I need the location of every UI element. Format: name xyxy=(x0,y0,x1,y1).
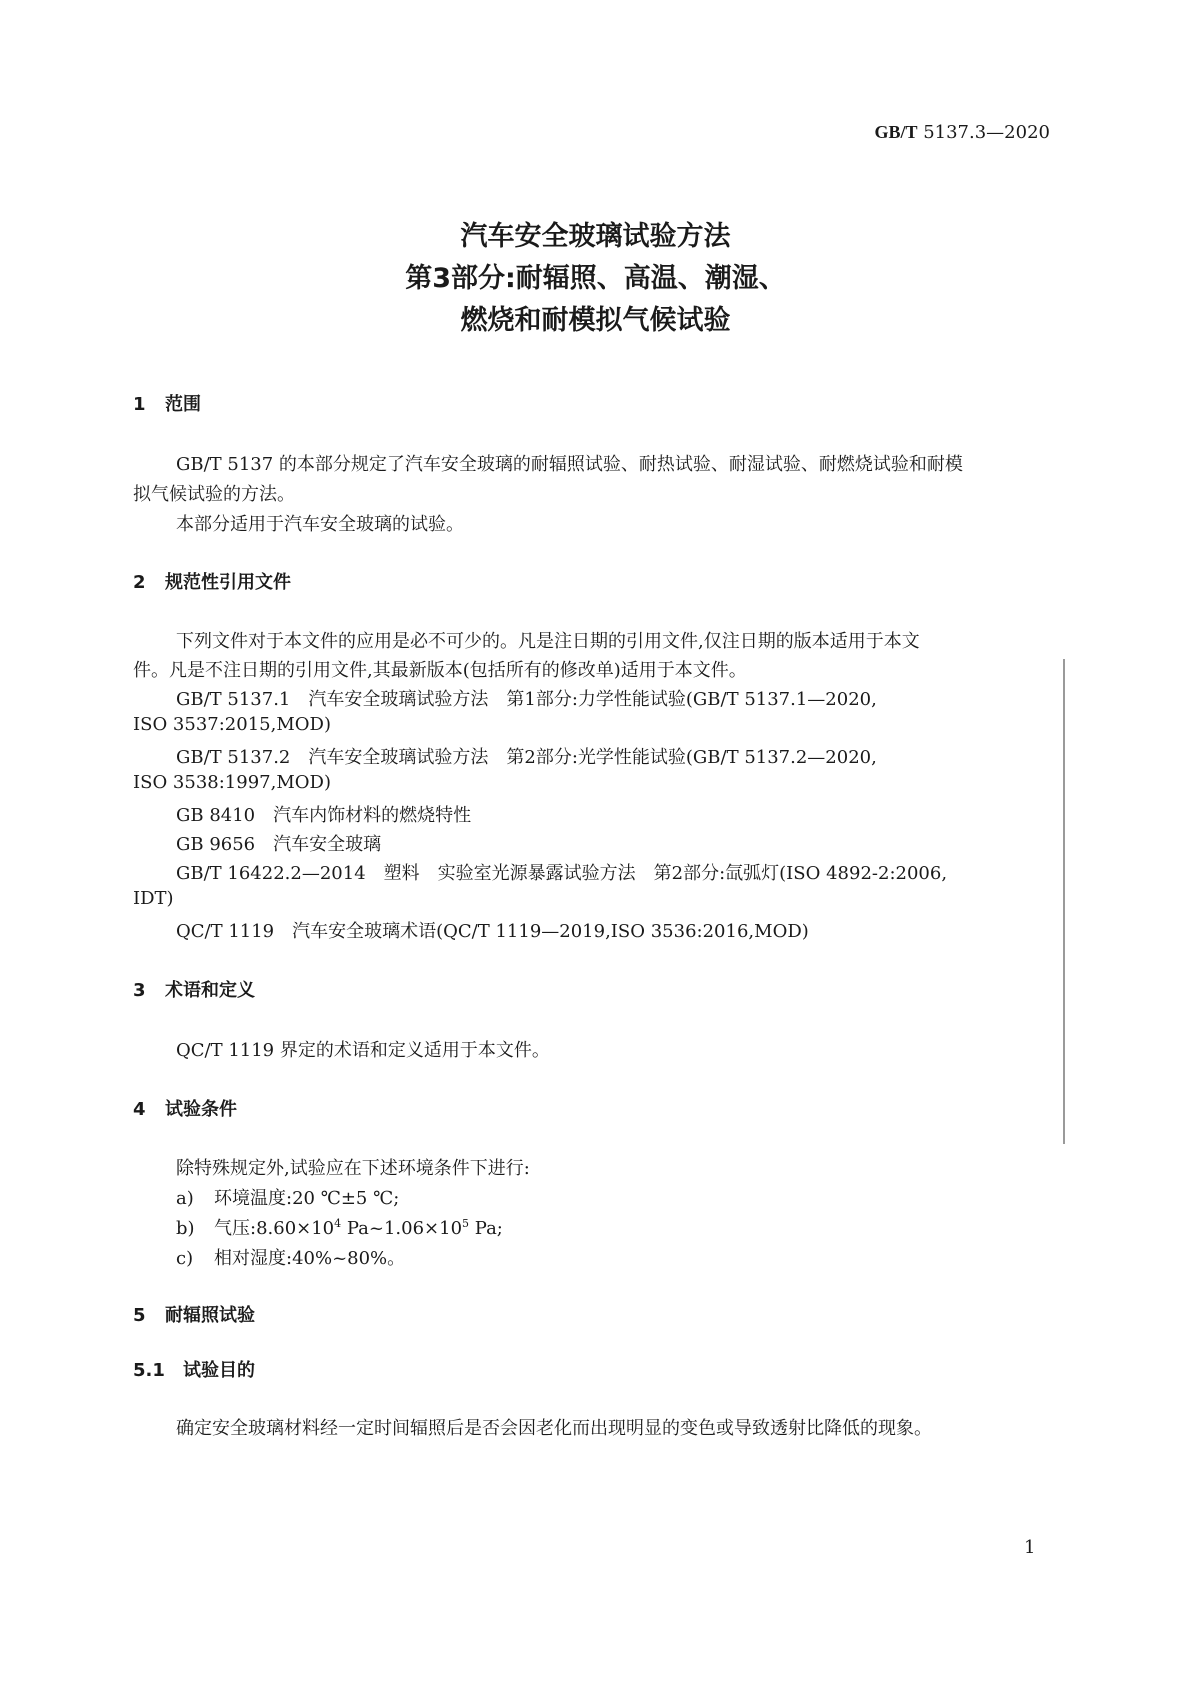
list-label: b) xyxy=(176,1218,195,1239)
paragraph: 下列文件对于本文件的应用是必不可少的。凡是注日期的引用文件,仅注日期的版本适用于本文 xyxy=(176,631,920,652)
exponent: 4 xyxy=(334,1217,342,1230)
reference-item: ISO 3537:2015,MOD) xyxy=(133,714,331,735)
section-title: 规范性引用文件 xyxy=(165,572,291,593)
section-title: 耐辐照试验 xyxy=(165,1305,255,1326)
list-item xyxy=(176,1244,405,1270)
title-line-1: 汽车安全玻璃试验方法 xyxy=(460,221,731,252)
title-line-3: 燃烧和耐模拟气候试验 xyxy=(460,305,731,336)
exponent: 5 xyxy=(462,1217,470,1230)
paragraph: QC/T 1119 界定的术语和定义适用于本文件。 xyxy=(176,1040,550,1061)
section-number: 1 xyxy=(133,394,146,415)
section-title: 术语和定义 xyxy=(165,980,255,1001)
reference-item: ISO 3538:1997,MOD) xyxy=(133,772,331,793)
list-label: a) xyxy=(176,1188,194,1209)
paragraph: GB/T 5137 的本部分规定了汽车安全玻璃的耐辐照试验、耐热试验、耐湿试验、耐燃烧试验和耐模 xyxy=(176,454,963,475)
section-number: 5 xyxy=(133,1305,146,1326)
list-text: 气压:8.60×10 xyxy=(214,1218,335,1239)
section-number: 5.1 xyxy=(133,1360,165,1381)
subsection-5-1-heading xyxy=(133,1356,255,1382)
reference-item: QC/T 1119 汽车安全玻璃术语(QC/T 1119—2019,ISO 3536:2016,MOD) xyxy=(176,921,809,942)
reference-item: GB 8410 汽车内饰材料的燃烧特性 xyxy=(176,805,472,826)
title-line-2: 第3部分:耐辐照、高温、潮湿、 xyxy=(405,263,786,294)
reference-item: GB/T 16422.2—2014 塑料 实验室光源暴露试验方法 第2部分:氙弧灯(ISO 4892-2:2006, xyxy=(176,863,948,884)
list-text: Pa; xyxy=(469,1218,503,1239)
revision-bar xyxy=(1063,659,1065,1144)
paragraph: 除特殊规定外,试验应在下述环境条件下进行: xyxy=(176,1158,530,1179)
reference-item: IDT) xyxy=(133,888,174,909)
list-label: c) xyxy=(176,1248,194,1269)
section-3-heading xyxy=(133,976,255,1002)
standard-prefix: GB/T xyxy=(874,122,918,142)
list-text: 相对湿度:40%~80%。 xyxy=(214,1248,406,1269)
list-text: Pa~1.06×10 xyxy=(341,1218,463,1239)
section-5-heading xyxy=(133,1301,255,1327)
list-item xyxy=(176,1184,399,1210)
reference-item: GB/T 5137.2 汽车安全玻璃试验方法 第2部分:光学性能试验(GB/T 5137.2—2020, xyxy=(176,747,877,768)
section-number: 3 xyxy=(133,980,146,1001)
list-text: 环境温度:20 ℃±5 ℃; xyxy=(214,1188,400,1209)
paragraph: 件。凡是不注日期的引用文件,其最新版本(包括所有的修改单)适用于本文件。 xyxy=(133,660,747,681)
standard-code: 5137.3—2020 xyxy=(923,122,1050,143)
section-title: 试验条件 xyxy=(165,1099,237,1120)
paragraph: 本部分适用于汽车安全玻璃的试验。 xyxy=(176,514,464,535)
section-title: 范围 xyxy=(165,394,201,415)
paragraph: 确定安全玻璃材料经一定时间辐照后是否会因老化而出现明显的变色或导致透射比降低的现象。 xyxy=(176,1418,932,1439)
section-title: 试验目的 xyxy=(183,1360,255,1381)
section-2-heading xyxy=(133,568,291,594)
section-4-heading xyxy=(133,1095,237,1121)
section-number: 2 xyxy=(133,572,146,593)
paragraph: 拟气候试验的方法。 xyxy=(133,484,295,505)
section-1-heading xyxy=(133,390,201,416)
page-number: 1 xyxy=(1024,1537,1036,1558)
reference-item: GB 9656 汽车安全玻璃 xyxy=(176,834,382,855)
standard-number xyxy=(810,122,1050,143)
reference-item: GB/T 5137.1 汽车安全玻璃试验方法 第1部分:力学性能试验(GB/T 5137.1—2020, xyxy=(176,689,877,710)
section-number: 4 xyxy=(133,1099,146,1120)
list-item xyxy=(176,1214,503,1240)
